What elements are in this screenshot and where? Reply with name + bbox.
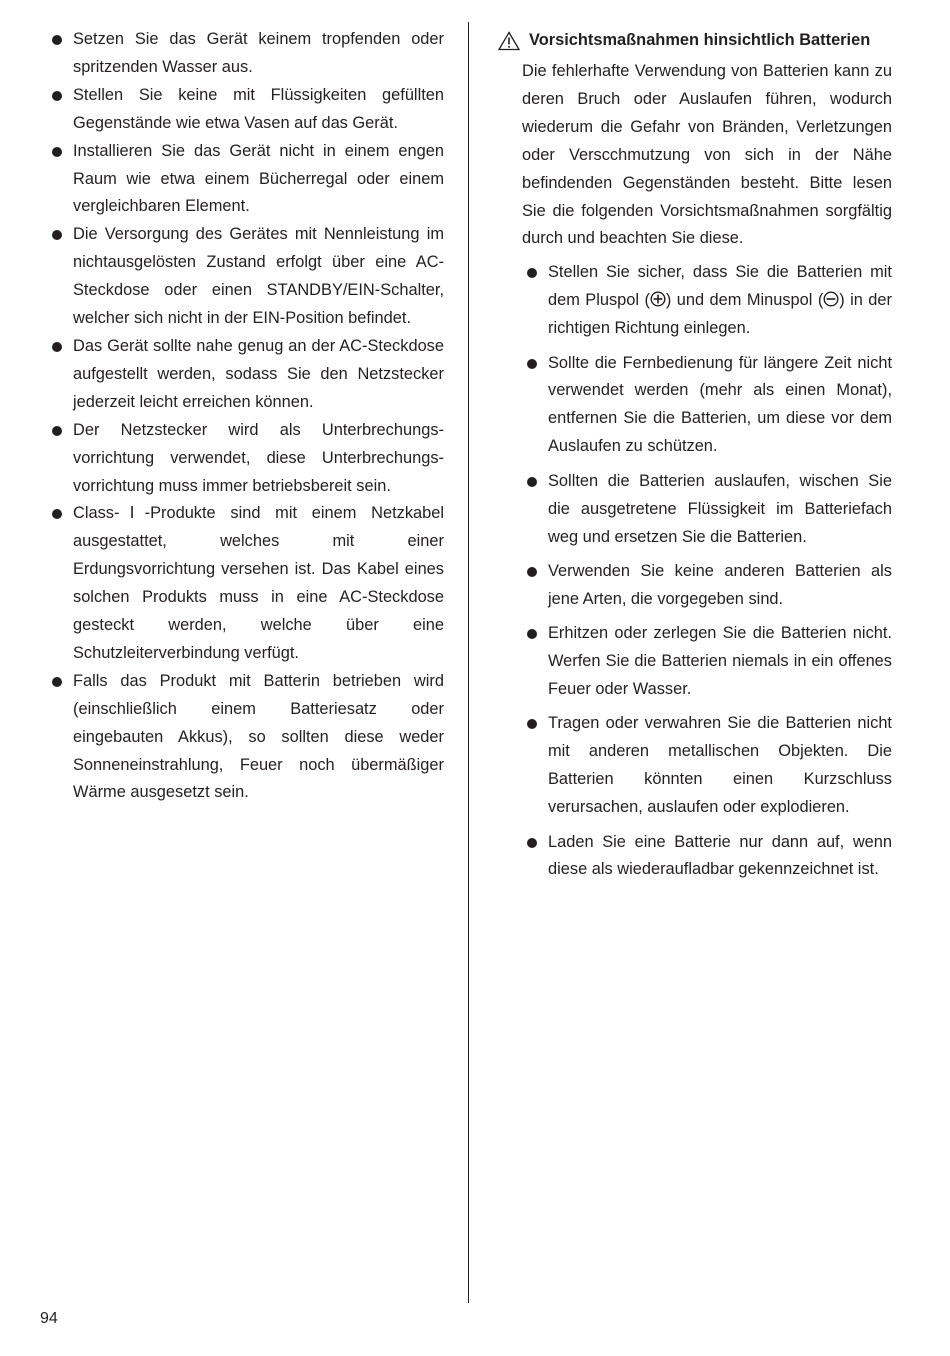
bullet-icon <box>52 342 62 352</box>
list-item-text: Sollte die Fernbedienung für längere Zeit nicht verwendet werden (mehr als einen Monat), entfernen Sie die Batterien, um diese vor dem Auslaufen zu schützen. <box>548 353 892 456</box>
right-column <box>498 26 892 891</box>
list-item <box>52 26 444 82</box>
list-item <box>52 138 444 222</box>
list-item-text: Erhitzen oder zerlegen Sie die Batterien nicht. Werfen Sie die Batterien niemals in ein offenes Feuer oder Wasser. <box>548 624 892 699</box>
list-item-text: Falls das Produkt mit Batterin betrieben wird (einschließlich einem Batteriesatz oder eingebauten Akkus), so sollten diese weder Sonneneinstrahlung, Feuer noch übermäßiger Wärme ausgesetzt sein. <box>73 671 444 802</box>
minus-pole-icon <box>823 291 839 307</box>
intro-paragraph: Die fehlerhafte Verwendung von Batterien kann zu deren Bruch oder Auslaufen führen, wodurch wiederum die Gefahr von Bränden, Verletzungen oder Verscchmutzung von sich in der Nähe befindenden Gegenständen besteht. Bitte lesen Sie die folgenden Vorsichtsmaßnahmen sorgfältig durch und beachten Sie diese. <box>522 62 892 248</box>
bullet-icon <box>52 230 62 240</box>
list-item-text: Sollten die Batterien auslaufen, wischen Sie die ausgetretene Flüssigkeit im Batteriefach weg und ersetzen Sie die Batterien. <box>548 471 892 546</box>
bullet-icon <box>52 35 62 45</box>
bullet-icon <box>52 147 62 157</box>
battery-precautions-list <box>498 259 892 884</box>
heading-text: Vorsichtsmaßnahmen hinsichtlich Batterien <box>529 31 871 49</box>
bullet-icon <box>52 677 62 687</box>
list-item <box>498 620 892 704</box>
bullet-icon <box>527 719 537 729</box>
polarity-text-2: ) und dem Minuspol ( <box>665 291 824 310</box>
list-item <box>52 668 444 808</box>
left-column <box>52 26 444 807</box>
list-item-text: Stellen Sie keine mit Flüssigkeiten gefüllten Gegenstände wie etwa Vasen auf das Gerät. <box>73 85 444 132</box>
list-item <box>498 829 892 885</box>
list-item-text: Verwenden Sie keine anderen Batterien als jene Arten, die vorgegeben sind. <box>548 561 892 608</box>
list-item <box>52 82 444 138</box>
bullet-icon <box>52 91 62 101</box>
safety-list <box>52 26 444 807</box>
list-item-text: Die Versorgung des Gerätes mit Nennleistung im nichtausgelösten Zustand erfolgt über eine AC-Steckdose oder einen STANDBY/EIN-Schalter, welcher sich nicht in der EIN-Position befindet. <box>73 225 444 328</box>
list-item <box>52 500 444 667</box>
list-item <box>498 350 892 462</box>
battery-section-heading <box>498 26 892 54</box>
column-divider <box>468 22 469 1303</box>
list-item <box>52 333 444 417</box>
list-item-text: Das Gerät sollte nahe genug an der AC-Steckdose aufgestellt werden, sodass Sie den Netzstecker jederzeit leicht erreichen können. <box>73 336 444 411</box>
list-item-text: Setzen Sie das Gerät keinem tropfenden oder spritzenden Wasser aus. <box>73 30 444 76</box>
list-item <box>498 468 892 552</box>
bullet-icon <box>52 509 62 519</box>
list-item <box>52 417 444 501</box>
polarity-text-3: ) in der richtigen Richtung einlegen. <box>548 291 892 338</box>
bullet-icon <box>527 268 537 278</box>
plus-pole-icon <box>650 291 666 307</box>
list-item <box>498 710 892 822</box>
list-item-text: Tragen oder verwahren Sie die Batterien nicht mit anderen metallischen Objekten. Die Batterien könnten einen Kurzschluss verursachen, auslaufen oder explodieren. <box>548 714 892 817</box>
list-item-text: Der Netzstecker wird als Unterbrechungsvorrichtung verwendet, diese Unterbrechungsvorrichtung muss immer betriebsbereit sein. <box>73 420 444 495</box>
warning-icon <box>498 31 520 51</box>
bullet-icon <box>527 567 537 577</box>
page-number: 94 <box>40 1310 58 1327</box>
list-item-text: Laden Sie eine Batterie nur dann auf, wenn diese als wiederaufladbar gekennzeichnet ist. <box>548 832 892 879</box>
list-item <box>498 558 892 614</box>
list-item <box>498 259 892 343</box>
bullet-icon <box>52 426 62 436</box>
bullet-icon <box>527 477 537 487</box>
list-item-text: Installieren Sie das Gerät nicht in einem engen Raum wie etwa einem Bücherregal oder einem vergleichbaren Element. <box>73 141 444 216</box>
list-item <box>52 221 444 333</box>
list-item-text: Class-Ⅰ-Produkte sind mit einem Netzkabel ausgestattet, welches mit einer Erdungsvorrichtung versehen ist. Das Kabel eines solchen Produkts muss in eine AC-Steckdose gesteckt werden, welche über eine Schutzleiterverbindung verfügt. <box>73 504 444 662</box>
polarity-text-1: Stellen Sie sicher, dass Sie die Batterien mit dem Pluspol ( <box>548 263 892 310</box>
bullet-icon <box>527 359 537 369</box>
bullet-icon <box>527 838 537 848</box>
bullet-icon <box>527 629 537 639</box>
